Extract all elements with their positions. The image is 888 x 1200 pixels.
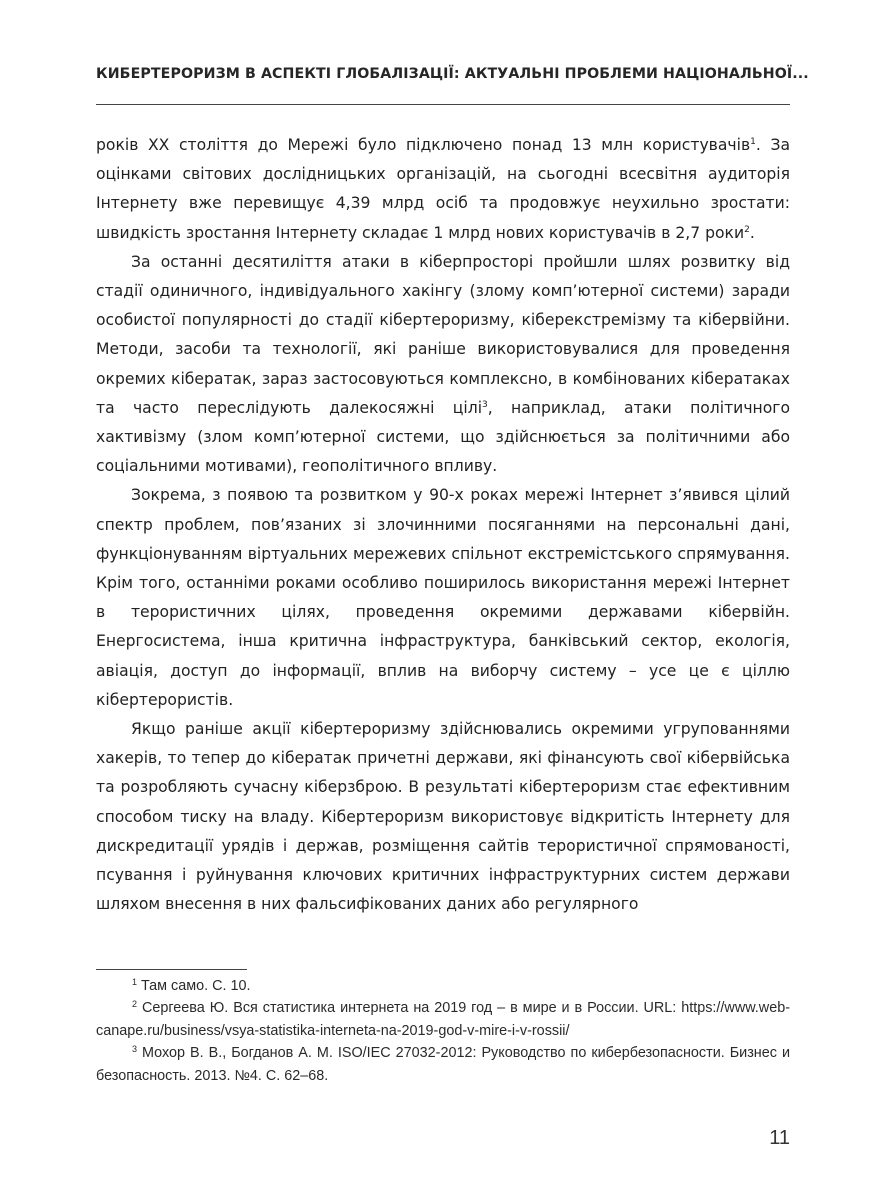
paragraph-3: Зокрема, з появою та розвитком у 90-х роках мережі Інтернет з’явився цілий спектр проблем, пов’язаних зі злочинними посяганнями на персональні дані, функціонуванням віртуальних мережевих спільнот екстремістського спрямування. Крім того, останніми роками особливо поширилось використання мережі Інтернет в терористичних цілях, проведення окремими державами кібервійн. Енергосистема, інша критична інфраструктура, банківський сектор, екологія, авіація, доступ до інформації, вплив на виборчу систему – усе це є ціллю кібертерористів. bbox=[96, 486, 790, 709]
paragraph-1-text-c: . bbox=[749, 223, 755, 242]
running-header: КИБЕРТЕРОРИЗМ В АСПЕКТІ ГЛОБАЛІЗАЦІЇ: АКТУАЛЬНІ ПРОБЛЕМИ НАЦІОНАЛЬНОЇ... bbox=[96, 66, 809, 82]
paragraph-2-text-b: , наприклад, атаки політичного хактивізму (злом комп’ютерної системи, що здійснюється за політичними або соціальними мотивами), геополітичного впливу. bbox=[96, 398, 791, 476]
page-number: 11 bbox=[769, 1127, 790, 1149]
paragraph-1-text-a: років XX століття до Мережі було підключено понад 13 млн користувачів bbox=[96, 136, 751, 154]
footnote-separator bbox=[96, 969, 247, 970]
footnote-ref-1: 1 bbox=[750, 137, 756, 147]
footnote-1-number: 1 bbox=[132, 977, 138, 987]
footnote-ref-2: 2 bbox=[744, 224, 750, 235]
footnote-2 bbox=[96, 997, 790, 1042]
paragraph-1-text-b: . За оцінками світових дослідницьких організацій, на сьогодні всесвітня аудиторія Інтернету вже перевищує 4,39 млрд осіб та продовжує неухильно зростати: швидкість зростання Інтернету складає 1 млрд нових користувачів в 2,7 роки bbox=[96, 136, 791, 242]
footnote-1-text: Там само. С. 10. bbox=[141, 978, 251, 994]
paragraph-2 bbox=[96, 248, 790, 482]
paragraph-2-text-a: За останні десятиліття атаки в кіберпросторі пройшли шлях розвитку від стадії одиничного, індивідуального хакінгу (злому комп’ютерної системи) заради особистої популярності до стадії кібертероризму, кіберекстремізму та кібервійни. Методи, засоби та технології, які раніше використовувалися для проведення окремих кібератак, зараз застосовуються комплексно, в комбінованих кібератаках та часто переслідують далекосяжні цілі bbox=[96, 252, 790, 417]
paragraph-1 bbox=[96, 131, 790, 248]
footnote-3-text: Мохор В. В., Богданов А. М. ISO/IEC 27032-2012: Руководство по кибербезопасности. Бизнес и безопасность. 2013. №4. С. 62–68. bbox=[96, 1045, 790, 1084]
footnote-ref-3: 3 bbox=[482, 399, 488, 410]
footnotes bbox=[96, 975, 790, 1087]
header-rule bbox=[96, 104, 790, 105]
footnote-1 bbox=[96, 975, 790, 997]
footnote-3-number: 3 bbox=[132, 1044, 138, 1055]
main-text bbox=[96, 131, 790, 919]
footnote-2-number: 2 bbox=[132, 999, 138, 1010]
footnote-2-text: Сергеева Ю. Вся статистика интернета на 2019 год – в мире и в России. URL: https://www.web-canape.ru/business/vsya-statistika-interneta-na-2019-god-v-mire-i-v-rossii/ bbox=[96, 1000, 791, 1039]
footnote-3 bbox=[96, 1042, 790, 1087]
paragraph-4: Якщо раніше акції кібертероризму здійснювались окремими угрупованнями хакерів, то тепер до кібератак причетні держави, які фінансують свої кібервійська та розробляють сучасну кіберзброю. В результаті кібертероризм стає ефективним способом тиску на владу. Кібертероризм використовує відкритість Інтернету для дискредитації урядів і держав, розміщення сайтів терористичної спрямованості, псування і руйнування ключових критичних інфраструктурних систем держави шляхом внесення в них фальсифікованих даних або регулярного bbox=[96, 720, 790, 914]
